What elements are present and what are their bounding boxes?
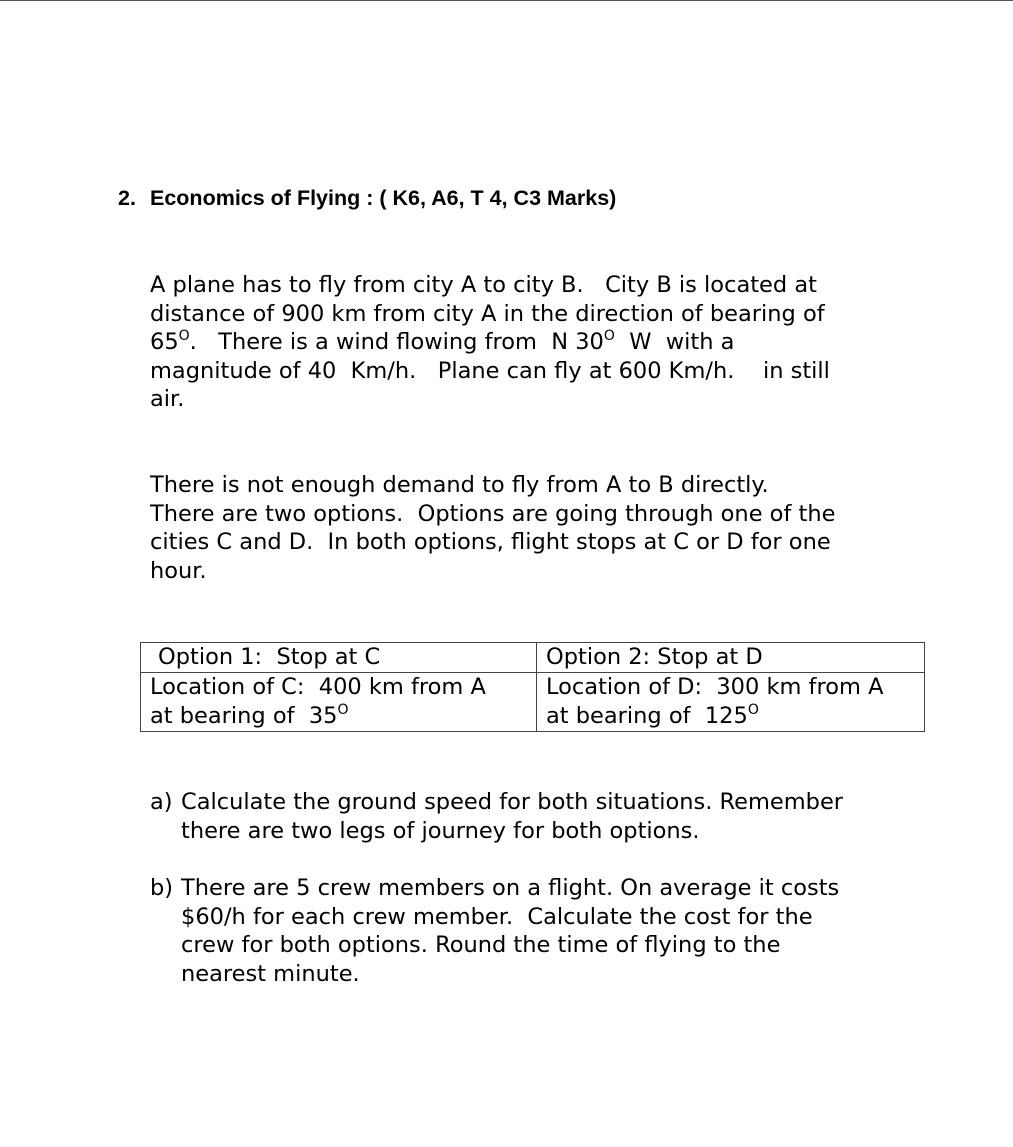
demand-paragraph [150, 471, 920, 585]
part-b-line: $60/h for each crew member. Calculate the cost for the [181, 903, 813, 930]
intro-paragraph [150, 271, 920, 414]
option1-header: Option 1: Stop at C [141, 643, 537, 673]
degree-symbol: O [337, 702, 349, 718]
bearing-value: 65 [150, 329, 179, 356]
part-a-line: Calculate the ground speed for both situations. Remember [181, 789, 844, 815]
intro-line: magnitude of 40 Km/h. Plane can fly at 600 Km/h. in still [150, 357, 830, 384]
part-b [150, 874, 940, 988]
demand-line: cities C and D. In both options, flight stops at C or D for one [150, 529, 831, 556]
option2-header: Option 2: Stop at D [537, 643, 925, 673]
part-a-marker: a) [150, 789, 173, 815]
question-title: Economics of Flying : ( K6, A6, T 4, C3 Marks) [150, 186, 617, 210]
degree-symbol: O [603, 328, 615, 345]
degree-symbol: O [747, 702, 759, 718]
table-row [141, 673, 925, 732]
intro-line: air. [150, 386, 185, 413]
demand-line: There are two options. Options are going through one of the [150, 500, 836, 527]
option2-location-line1: Location of D: 300 km from A [546, 674, 884, 700]
part-b-line: crew for both options. Round the time of flying to the [181, 932, 781, 959]
part-a [150, 788, 940, 845]
list-item [150, 788, 940, 845]
option1-location [141, 673, 537, 732]
option1-location-line2: at bearing of 35 [150, 703, 338, 729]
option1-location-line1: Location of C: 400 km from A [150, 674, 486, 700]
intro-text: . There is a wind flowing from N 30 [189, 329, 604, 356]
intro-text: W with a [614, 329, 735, 356]
list-item [150, 874, 940, 988]
page-top-border [0, 0, 1013, 1]
degree-symbol: O [178, 328, 190, 345]
option2-location [537, 673, 925, 732]
demand-line: hour. [150, 557, 207, 584]
part-b-line: nearest minute. [181, 960, 360, 987]
intro-line [150, 328, 920, 357]
part-a-line: there are two legs of journey for both options. [181, 817, 700, 844]
part-b-line: There are 5 crew members on a flight. On average it costs [181, 875, 840, 901]
option2-location-line2: at bearing of 125 [546, 703, 748, 729]
question-heading [118, 184, 616, 212]
demand-line: There is not enough demand to fly from A to B directly. [150, 472, 769, 498]
part-b-marker: b) [150, 875, 174, 901]
intro-line: A plane has to fly from city A to city B. City B is located at [150, 272, 817, 298]
question-number: 2. [118, 186, 136, 210]
intro-line: distance of 900 km from city A in the direction of bearing of [150, 300, 825, 327]
table-row [141, 643, 925, 673]
options-table [140, 642, 925, 732]
